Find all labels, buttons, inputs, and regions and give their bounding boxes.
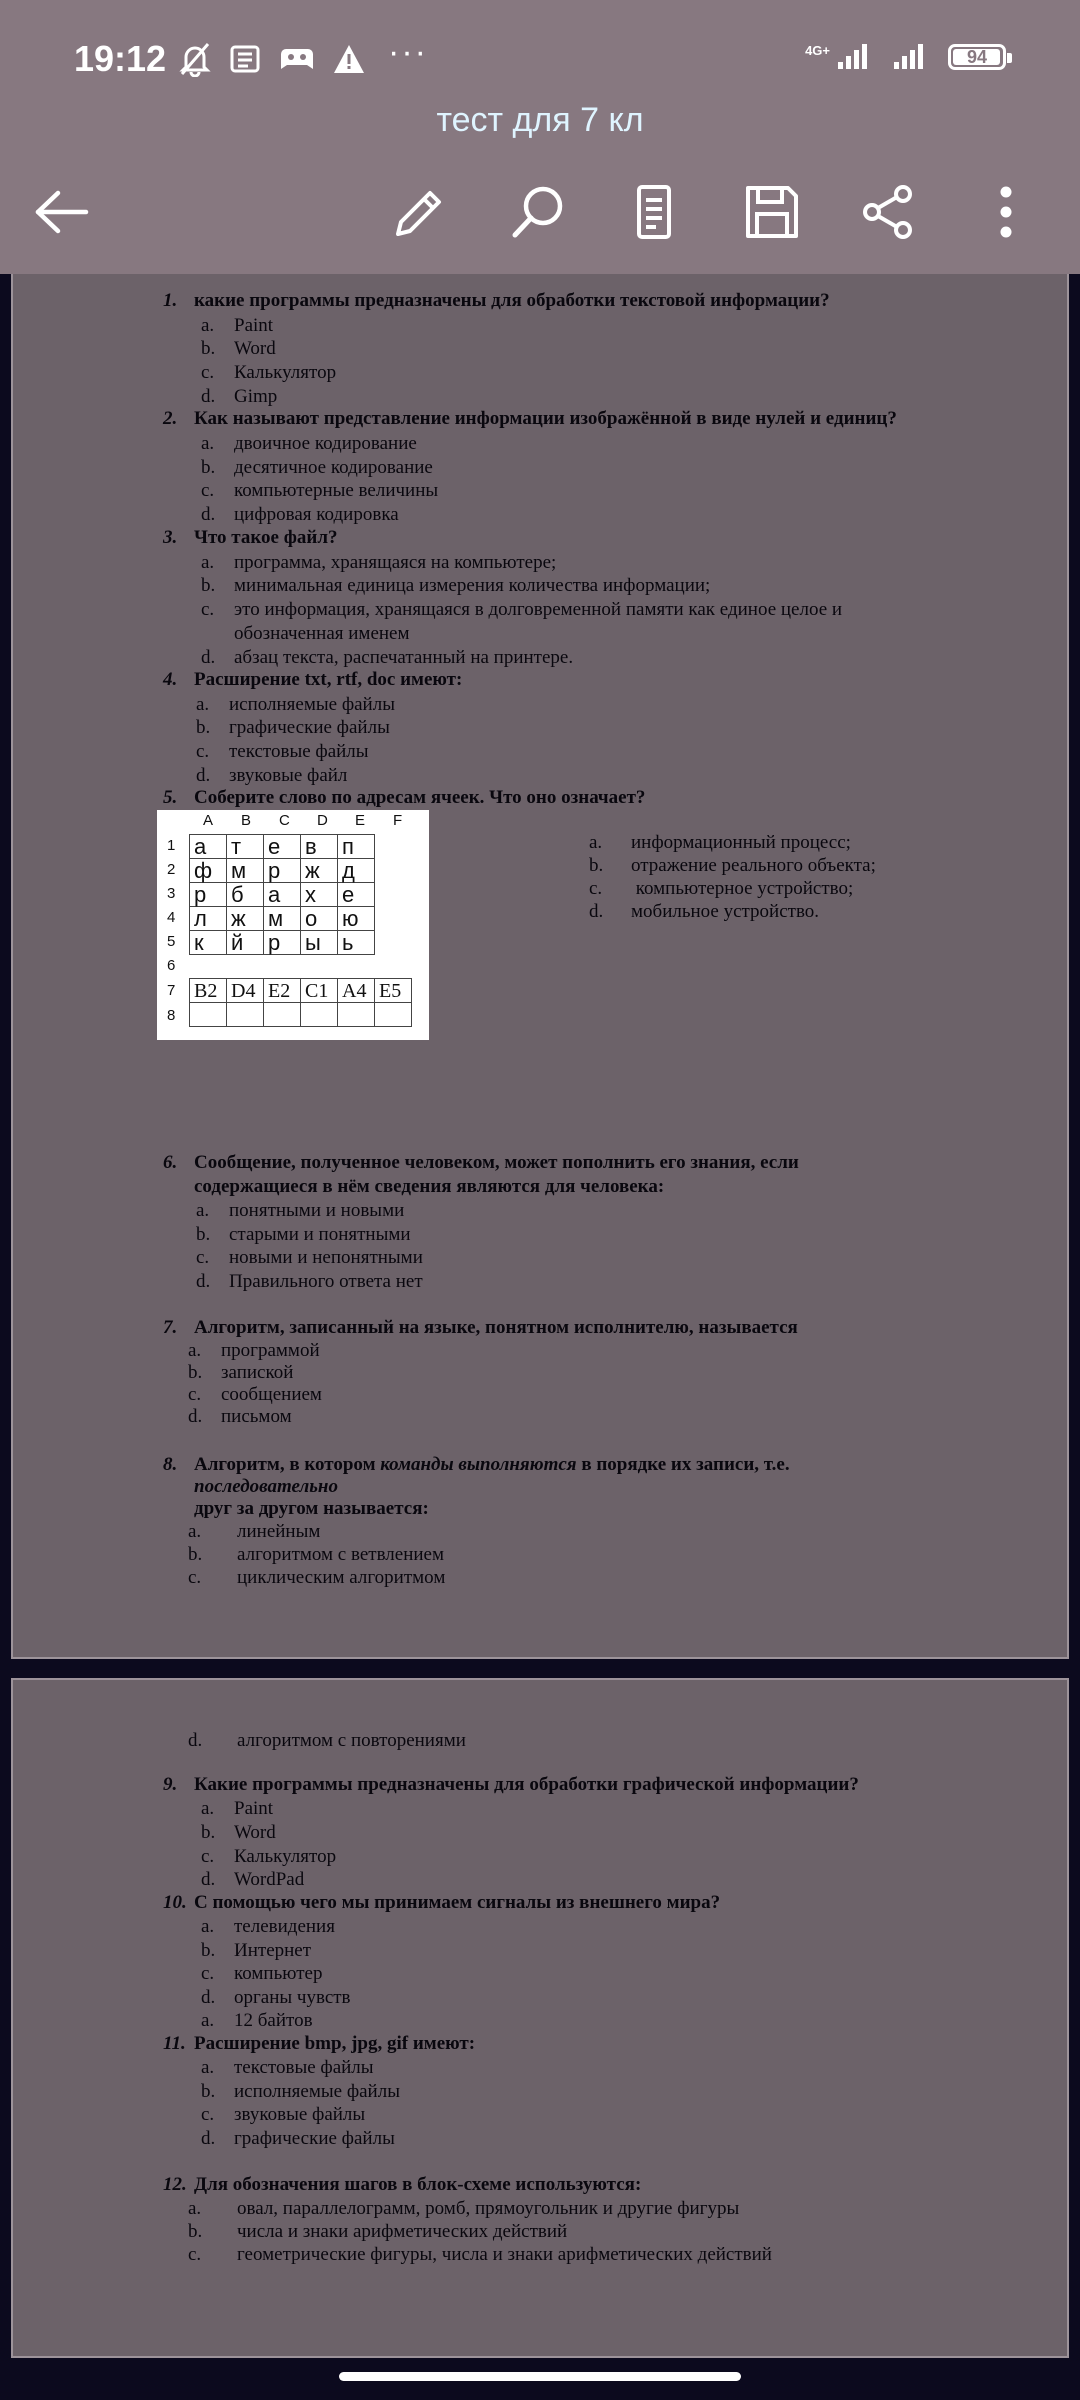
grid-cell (190, 1003, 227, 1027)
answer-option: b. запиской (188, 1362, 294, 1383)
row-header: 7 (167, 982, 176, 999)
signal-icon (892, 40, 930, 75)
answer-option: b. старыми и понятными (196, 1224, 411, 1245)
grid-cell: м (227, 859, 264, 883)
answer-option: b. минимальная единица измерения количества информации; (201, 575, 711, 596)
document-title: тест для 7 кл (0, 90, 1080, 150)
question-6: 6. Сообщение, полученное человеком, может пополнить его знания, если (163, 1152, 799, 1173)
answer-option: c. новыми и непонятными (196, 1247, 423, 1268)
column-header: F (393, 812, 403, 829)
answer-option: d. письмом (188, 1406, 292, 1427)
question-5: 5. Соберите слово по адресам ячеек. Что оно означает? (163, 787, 646, 808)
grid-cell: ж (301, 859, 338, 883)
answer-option: a. телевидения (201, 1916, 335, 1937)
home-gesture-bar[interactable] (339, 2372, 741, 2381)
answer-option-continued: обозначенная именем (234, 623, 410, 644)
grid-cell: а (190, 835, 227, 859)
network-type: 4G+ (805, 42, 830, 58)
column-header: C (279, 812, 290, 829)
grid-cell: е (338, 883, 375, 907)
answer-option: d. цифровая кодировка (201, 504, 399, 525)
grid-cell: ь (338, 931, 375, 955)
document-icon (630, 184, 678, 240)
grid-cell: к (190, 931, 227, 955)
clock: 19:12 (74, 38, 167, 79)
answer-option: c. это информация, хранящаяся в долговременной памяти как единое целое и (201, 599, 843, 620)
grid-cell (264, 1003, 301, 1027)
grid-cell (301, 1003, 338, 1027)
question-2: 2. Как называют представление информации изображённой в виде нулей и единиц? (163, 408, 897, 429)
news-icon (230, 44, 262, 74)
answer-option: a. понятными и новыми (196, 1200, 405, 1221)
row-header: 5 (167, 933, 176, 950)
question-1: 1. какие программы предназначены для обработки текстовой информации? (163, 290, 830, 311)
grid-cell: р (264, 859, 301, 883)
answer-option: d. Правильного ответа нет (196, 1271, 423, 1292)
grid-cell: а (264, 883, 301, 907)
answer-option: c. геометрические фигуры, числа и знаки арифметических действий (188, 2244, 772, 2265)
search-icon (510, 184, 566, 240)
edit-pencil-icon (392, 184, 448, 240)
answer-option: c. звуковые файлы (201, 2104, 366, 2125)
answer-option: b. Интернет (201, 1940, 312, 1961)
grid-cell: ю (338, 907, 375, 931)
grid-cell: б (227, 883, 264, 907)
question-8-continued: последовательно (194, 1476, 338, 1497)
grid-cell: ж (227, 907, 264, 931)
answer-option: d. WordPad (201, 1869, 305, 1890)
row-header: 4 (167, 909, 176, 926)
document-viewer[interactable] (0, 274, 1080, 2400)
notifications-off-icon (178, 41, 212, 77)
battery-icon (948, 44, 1006, 70)
row-header: 2 (167, 861, 176, 878)
answer-option: b. алгоритмом с ветвлением (188, 1544, 445, 1565)
more-vertical-icon (996, 184, 1016, 240)
grid-cell: п (338, 835, 375, 859)
column-header: E (355, 812, 366, 829)
question-10: 10. С помощью чего мы принимаем сигналы из внешнего мира? (163, 1892, 721, 1913)
toolbar (0, 150, 1080, 274)
answer-option: c. циклическим алгоритмом (188, 1567, 446, 1588)
question-9: 9. Какие программы предназначены для обработки графической информации? (163, 1774, 859, 1795)
gamepad-icon (280, 45, 314, 73)
row-header: 1 (167, 837, 176, 854)
question-4: 4. Расширение txt, rtf, doc имеют: (163, 669, 463, 690)
answer-option: c. Калькулятор (201, 1846, 337, 1867)
answer-option: a. двоичное кодирование (201, 433, 417, 454)
answer-option: a. программой (188, 1340, 320, 1361)
question-7: 7. Алгоритм, записанный на языке, понятном исполнителю, называется (163, 1317, 798, 1338)
question-8-continued: друг за другом называется: (194, 1498, 429, 1519)
answer-option: d. графические файлы (201, 2128, 395, 2149)
answer-option: c. компьютер (201, 1963, 323, 1984)
answer-option: d. органы чувств (201, 1987, 351, 2008)
document-page-2 (11, 1678, 1069, 2358)
answer-option: b. Word (201, 1822, 276, 1843)
more-notifications-icon: ··· (388, 32, 428, 71)
answer-option: b. десятичное кодирование (201, 457, 433, 478)
signal-4g-icon (836, 40, 874, 75)
code-cell: C1 (301, 979, 338, 1003)
grid-cell: е (264, 835, 301, 859)
answer-option: c. Калькулятор (201, 362, 337, 383)
row-header: 6 (167, 957, 176, 974)
answer-option: b. исполняемые файлы (201, 2081, 400, 2102)
code-cell: A4 (338, 979, 375, 1003)
grid-cell (227, 1003, 264, 1027)
answer-option: c. сообщением (188, 1384, 322, 1405)
answer-option: b. графические файлы (196, 717, 390, 738)
save-button[interactable] (738, 178, 806, 246)
code-cell: D4 (227, 979, 264, 1003)
question-11: 11. Расширение bmp, jpg, gif имеют: (163, 2033, 476, 2054)
grid-cell: л (190, 907, 227, 931)
save-icon (744, 184, 800, 240)
answer-option: d. абзац текста, распечатанный на принтере. (201, 647, 574, 668)
grid-cell: о (301, 907, 338, 931)
answer-option: b. Word (201, 338, 276, 359)
grid-cell: ы (301, 931, 338, 955)
grid-cell: м (264, 907, 301, 931)
answer-option: a. программа, хранящаяся на компьютере; (201, 552, 557, 573)
share-button[interactable] (854, 178, 922, 246)
row-header: 3 (167, 885, 176, 902)
back-arrow-icon (34, 190, 90, 234)
search-button[interactable] (504, 178, 572, 246)
answer-option: d. Gimp (201, 386, 278, 407)
code-cell: E5 (375, 979, 412, 1003)
battery-level: 94 (966, 46, 988, 67)
answer-option: d. мобильное устройство. (589, 901, 820, 922)
question-3: 3. Что такое файл? (163, 527, 338, 548)
question-8: 8. Алгоритм, в котором команды выполняются в порядке их записи, т.е. (163, 1454, 790, 1475)
answer-option: a. 12 байтов (201, 2010, 313, 2031)
code-cell: B2 (190, 979, 227, 1003)
answer-option: a. Paint (201, 315, 274, 336)
back-button[interactable] (28, 178, 96, 246)
answer-option: a. исполняемые файлы (196, 694, 395, 715)
grid-cell (375, 1003, 412, 1027)
spreadsheet-grid-image (157, 810, 429, 1040)
edit-button[interactable] (386, 178, 454, 246)
answer-option: d. звуковые файл (196, 765, 348, 786)
grid-cell: д (338, 859, 375, 883)
answer-option: b. отражение реального объекта; (589, 855, 876, 876)
answer-option: a. текстовые файлы (201, 2057, 374, 2078)
column-header: B (241, 812, 252, 829)
grid-cell: в (301, 835, 338, 859)
letter-table (189, 834, 412, 1027)
page-view-button[interactable] (620, 178, 688, 246)
answer-option: a. информационный процесс; (589, 832, 851, 853)
grid-cell (338, 1003, 375, 1027)
answer-option: a. овал, параллелограмм, ромб, прямоугольник и другие фигуры (188, 2198, 740, 2219)
answer-option: a. линейным (188, 1521, 321, 1542)
question-6-continued: содержащиеся в нём сведения являются для человека: (194, 1176, 665, 1197)
answer-option: c. компьютерные величины (201, 480, 439, 501)
answer-option: b. числа и знаки арифметических действий (188, 2221, 568, 2242)
row-header: 8 (167, 1007, 176, 1024)
question-12: 12. Для обозначения шагов в блок-схеме используются: (163, 2174, 642, 2195)
answer-option: c. текстовые файлы (196, 741, 369, 762)
more-button[interactable] (972, 178, 1040, 246)
share-icon (860, 184, 916, 240)
answer-option: a. Paint (201, 1798, 274, 1819)
column-header: D (317, 812, 328, 829)
grid-cell: ф (190, 859, 227, 883)
warning-icon (332, 43, 366, 75)
code-cell: E2 (264, 979, 301, 1003)
grid-cell: х (301, 883, 338, 907)
grid-cell: т (227, 835, 264, 859)
grid-cell: р (190, 883, 227, 907)
answer-option: c. компьютерное устройство; (589, 878, 854, 899)
column-header: A (203, 812, 214, 829)
grid-cell: р (264, 931, 301, 955)
grid-cell: й (227, 931, 264, 955)
document-page-1 (11, 274, 1069, 1659)
answer-option: d. алгоритмом с повторениями (188, 1730, 466, 1751)
